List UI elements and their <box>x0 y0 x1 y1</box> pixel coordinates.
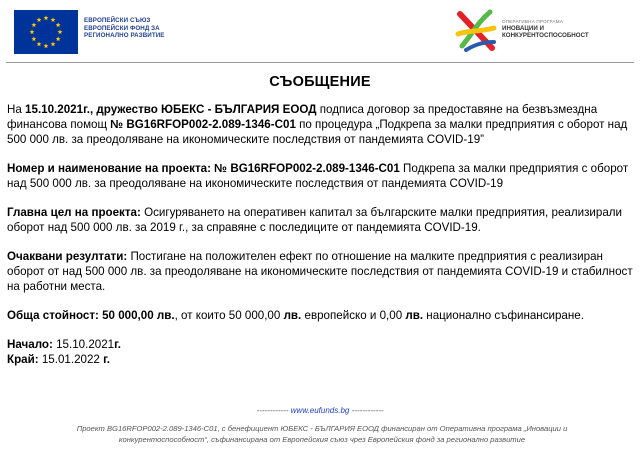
announcement-body <box>7 102 635 367</box>
header <box>0 0 640 62</box>
operational-programme-label: ОПЕРАТИВНА ПРОГРАМА ИНОВАЦИИ И КОНКУРЕНТОСПОСОБНОСТ <box>502 19 589 40</box>
eu-stars <box>14 10 78 54</box>
eu-flag-icon <box>14 10 78 54</box>
header-divider <box>6 62 634 63</box>
total-value-paragraph: Обща стойност: 50 000,00 лв., от които 50 000,00 лв. европейско и 0,00 лв. национално съфинансиране. <box>7 309 584 322</box>
footer-disclaimer: Проект BG16RFOP002-2.089-1346-C01, с бенефициент ЮБЕКС - БЪЛГАРИЯ ЕООД финансиран от Оперативна програма „Иновации и конкурентоспособност“, съфинансирана от Европейския съюз чрез Европейския фонд за регионално развитие <box>76 424 568 444</box>
contract-paragraph: На 15.10.2021г., дружество ЮБЕКС - БЪЛГАРИЯ ЕООД подписа договор за предоставяне на безвъзмездна финансова помощ № BG16RFOP002-2.089-1346-C01 по процедура „Подкрепа за малки предприятия с оборот над 500 000 лв. за преодоляване на икономическите последствия от пандемията COVID-19” <box>7 103 628 146</box>
main-goal-paragraph: Главна цел на проекта: Осигуряването на оперативен капитал за българските малки предприятия, реализирали оборот над 500 000 лв. за 2019 г., за справяне с последиците от пандемията COVID-19. <box>7 206 623 234</box>
project-name-paragraph: Номер и наименование на проекта: № BG16RFOP002-2.089-1346-C01 Подкрепа за малки предприятия с оборот над 500 000 лв. за преодоляване на икономическите последствия от пандемията COVID-19 <box>7 162 629 190</box>
footer-link-line: ------------ www.eufunds.bg ------------ <box>256 406 384 415</box>
eu-label: ЕВРОПЕЙСКИ СЪЮЗ ЕВРОПЕЙСКИ ФОНД ЗА РЕГИОНАЛНО РАЗВИТИЕ <box>84 17 165 40</box>
expected-results-paragraph: Очаквани резултати: Постигане на положителен ефект по отношение на малките предприятия с реализиран оборот от над 500 000 лв. за преодоляване на икономическите последствия от пандемията COVID-19 и стабилност на работни места. <box>7 250 633 293</box>
eufunds-link[interactable]: www.eufunds.bg <box>290 406 350 415</box>
start-date: Начало: 15.10.2021г. <box>7 338 122 351</box>
end-date: Край: 15.01.2022 г. <box>7 353 110 366</box>
page-title: СЪОБЩЕНИЕ <box>269 74 371 90</box>
operational-programme-logo-icon <box>454 8 498 54</box>
